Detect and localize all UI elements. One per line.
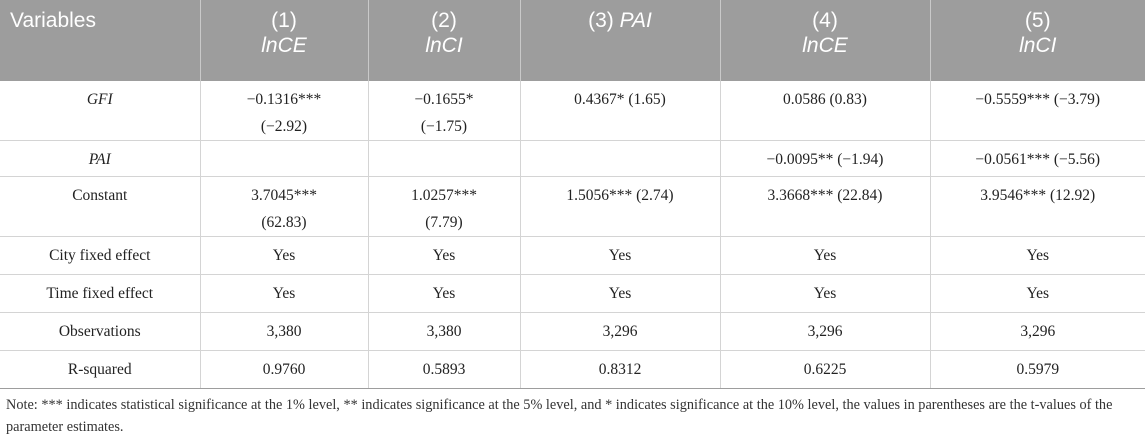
table-cell: Yes [930, 275, 1145, 313]
table-cell: Yes [720, 237, 930, 275]
table-note: Note: *** indicates statistical significance at the 1% level, ** indicates significance at the 5% level, and * indicates significance at the 10% level, the values in parentheses are the t-values of the parameter estimates. [6, 397, 1113, 435]
table-row-observations [0, 313, 1145, 351]
table-cell [368, 141, 520, 177]
header-col-3: (3) PAI [520, 0, 720, 81]
table-cell: Yes [200, 237, 368, 275]
table-cell: 3,296 [720, 313, 930, 351]
header-row [0, 0, 1145, 81]
table-cell: 0.9760 [200, 351, 368, 389]
table-cell: 1.0257*** (7.79) [368, 177, 520, 237]
table-cell: 0.4367* (1.65) [520, 81, 720, 141]
header-col-2: (2) lnCI [368, 0, 520, 81]
row-label-time-fixed-effect: Time fixed effect [0, 275, 200, 313]
table-header [0, 0, 1145, 81]
table-cell: 3.7045*** (62.83) [200, 177, 368, 237]
table-cell: −0.1316*** (−2.92) [200, 81, 368, 141]
table-cell [200, 141, 368, 177]
row-label-city-fixed-effect: City fixed effect [0, 237, 200, 275]
table-cell: 3,296 [930, 313, 1145, 351]
table-cell: −0.0561*** (−5.56) [930, 141, 1145, 177]
table-cell: Yes [520, 275, 720, 313]
table-cell: 1.5056*** (2.74) [520, 177, 720, 237]
table-cell: 0.0586 (0.83) [720, 81, 930, 141]
table-cell: −0.0095** (−1.94) [720, 141, 930, 177]
table-body [0, 81, 1145, 389]
table-cell: 3,296 [520, 313, 720, 351]
table-row-city-fixed-effect [0, 237, 1145, 275]
table-cell: 0.8312 [520, 351, 720, 389]
table-cell: 0.5979 [930, 351, 1145, 389]
table-cell: Yes [200, 275, 368, 313]
table-cell: 3.3668*** (22.84) [720, 177, 930, 237]
header-col-1: (1) lnCE [200, 0, 368, 81]
table-cell: 3,380 [200, 313, 368, 351]
row-label-pai: PAI [0, 141, 200, 177]
table-row-time-fixed-effect [0, 275, 1145, 313]
table-cell: Yes [520, 237, 720, 275]
table-row-gfi [0, 81, 1145, 141]
table-row-r-squared [0, 351, 1145, 389]
table-cell: 3.9546*** (12.92) [930, 177, 1145, 237]
table-cell: Yes [368, 237, 520, 275]
table-cell: −0.1655* (−1.75) [368, 81, 520, 141]
table-cell: 0.5893 [368, 351, 520, 389]
header-variables: Variables [0, 0, 200, 81]
table-cell [520, 141, 720, 177]
table-cell: 0.6225 [720, 351, 930, 389]
table-cell: Yes [368, 275, 520, 313]
table-cell: Yes [930, 237, 1145, 275]
table-row-constant [0, 177, 1145, 237]
table-cell: −0.5559*** (−3.79) [930, 81, 1145, 141]
table-cell: Yes [720, 275, 930, 313]
row-label-constant: Constant [0, 177, 200, 237]
row-label-r-squared: R-squared [0, 351, 200, 389]
table-row-pai [0, 141, 1145, 177]
table-cell: 3,380 [368, 313, 520, 351]
row-label-gfi: GFI [0, 81, 200, 141]
header-col-4: (4) lnCE [720, 0, 930, 81]
row-label-observations: Observations [0, 313, 200, 351]
header-col-5: (5) lnCI [1019, 9, 1057, 57]
